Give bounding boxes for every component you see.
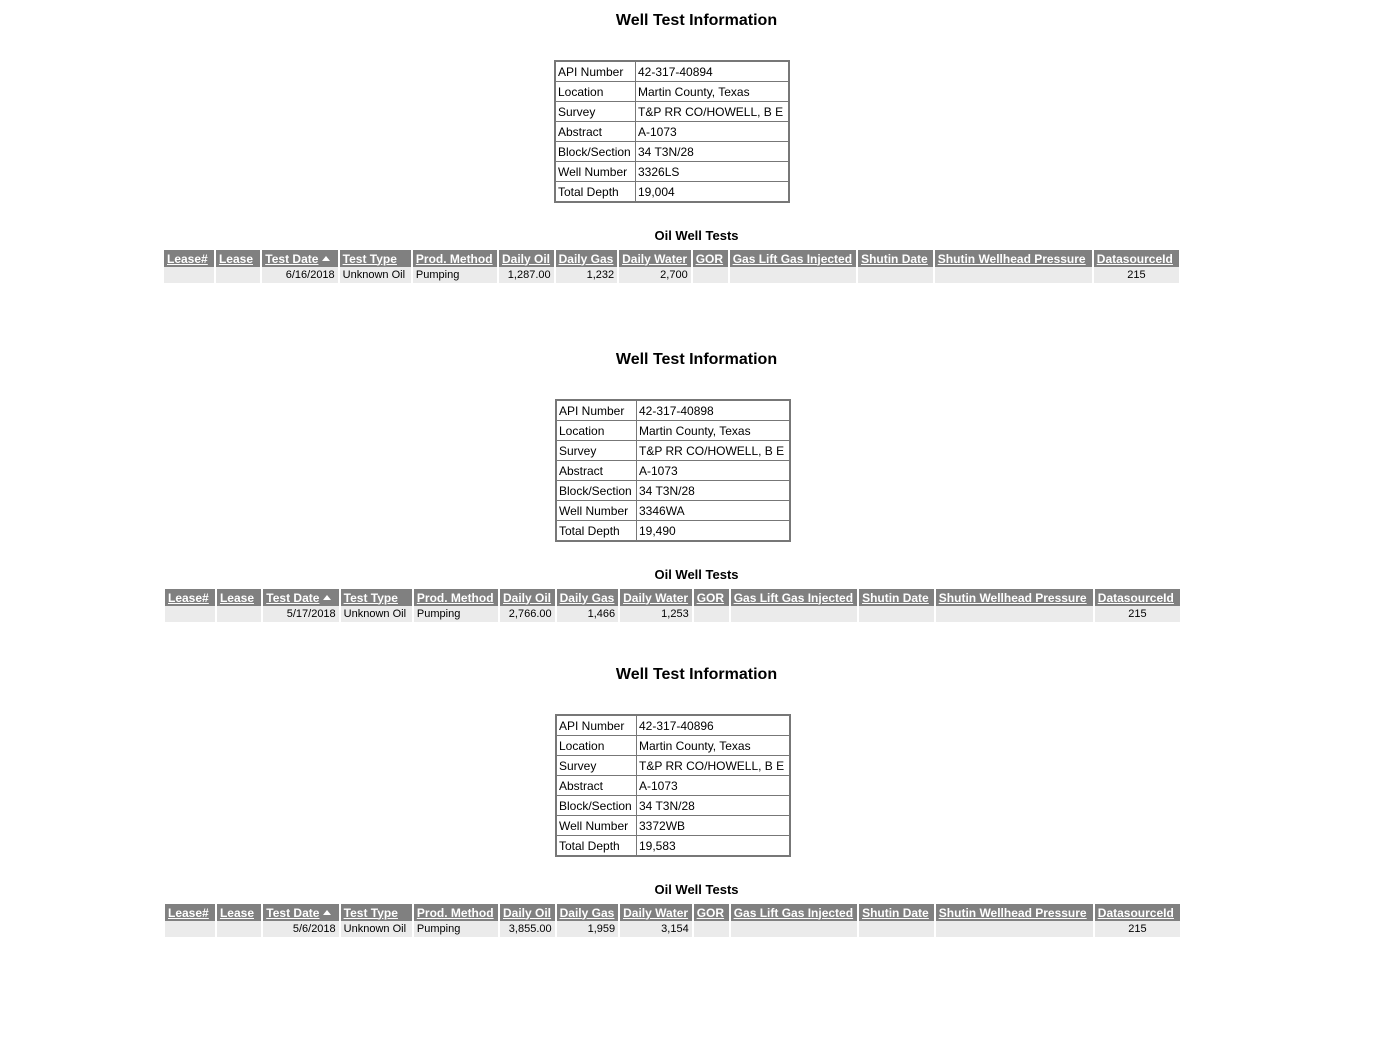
- info-row: [556, 756, 790, 776]
- info-value: 3372WB: [637, 816, 791, 836]
- column-header-gor[interactable]: [694, 589, 729, 606]
- column-header-link[interactable]: Test Date: [266, 590, 320, 605]
- column-header-link[interactable]: Gas Lift Gas Injected: [733, 905, 854, 920]
- column-header-datasource[interactable]: [1095, 589, 1180, 606]
- column-header-daily-water[interactable]: [620, 904, 692, 921]
- column-header-gor[interactable]: [694, 904, 729, 921]
- column-header-link[interactable]: Shutin Wellhead Pressure: [938, 590, 1087, 605]
- cell-lease: [217, 606, 261, 622]
- cell-daily-gas: 1,466: [557, 606, 619, 622]
- tests-header-row: [165, 904, 1180, 921]
- well-info-table: [555, 399, 791, 542]
- oil-well-tests-title: Oil Well Tests: [654, 228, 739, 243]
- column-header-gas-lift[interactable]: [730, 250, 856, 267]
- cell-gor: [693, 267, 728, 283]
- column-header-link[interactable]: Daily Gas: [558, 251, 614, 266]
- info-label: Total Depth: [555, 182, 636, 203]
- sort-ascending-icon: [323, 595, 331, 600]
- info-value: 42-317-40898: [637, 400, 791, 421]
- column-header-link[interactable]: DatasourceId: [1097, 590, 1174, 605]
- info-value: A-1073: [637, 776, 791, 796]
- column-header-lease[interactable]: [216, 250, 260, 267]
- info-value: Martin County, Texas: [636, 82, 790, 102]
- column-header-gas-lift[interactable]: [731, 904, 857, 921]
- cell-daily-oil: 1,287.00: [499, 267, 554, 283]
- column-header-shutin-pressure[interactable]: [936, 589, 1093, 606]
- info-value: 19,004: [636, 182, 790, 203]
- table-row: [165, 606, 1180, 622]
- well-test-information-title: Well Test Information: [615, 12, 778, 29]
- cell-daily-gas: 1,959: [557, 921, 619, 937]
- info-row: [555, 182, 789, 203]
- column-header-link[interactable]: GOR: [696, 590, 725, 605]
- info-row: [555, 61, 789, 82]
- column-header-datasource[interactable]: [1095, 904, 1180, 921]
- column-header-prod-method[interactable]: [414, 589, 498, 606]
- cell-shutin-pressure: [936, 606, 1093, 622]
- table-row: [165, 921, 1180, 937]
- column-header-lease-no[interactable]: [165, 904, 215, 921]
- info-value: 34 T3N/28: [637, 796, 791, 816]
- column-header-link[interactable]: Daily Gas: [559, 905, 615, 920]
- info-row: [556, 501, 790, 521]
- column-header-shutin-date[interactable]: [859, 904, 934, 921]
- info-label: Location: [556, 736, 637, 756]
- cell-lease: [216, 267, 260, 283]
- info-label: API Number: [556, 715, 637, 736]
- info-value: Martin County, Texas: [637, 421, 791, 441]
- well-info-table: [554, 60, 790, 203]
- column-header-link[interactable]: Shutin Wellhead Pressure: [938, 905, 1087, 920]
- info-value: 3326LS: [636, 162, 790, 182]
- column-header-link[interactable]: Shutin Date: [862, 905, 929, 920]
- info-value: 34 T3N/28: [637, 481, 791, 501]
- info-value: 19,490: [637, 521, 791, 542]
- column-header-gas-lift[interactable]: [731, 589, 857, 606]
- info-value: 42-317-40894: [636, 61, 790, 82]
- info-value: Martin County, Texas: [637, 736, 791, 756]
- info-row: [555, 162, 789, 182]
- column-header-link[interactable]: Shutin Wellhead Pressure: [937, 251, 1086, 266]
- info-label: Survey: [556, 756, 637, 776]
- column-header-prod-method[interactable]: [414, 904, 498, 921]
- info-value: T&P RR CO/HOWELL, B E: [637, 756, 791, 776]
- cell-lease-no: [165, 921, 215, 937]
- cell-test-date: 6/16/2018: [262, 267, 337, 283]
- column-header-daily-gas[interactable]: [556, 250, 618, 267]
- cell-gas-lift: [731, 606, 857, 622]
- cell-lease: [217, 921, 261, 937]
- column-header-link[interactable]: Test Type: [343, 905, 398, 920]
- column-header-lease-no[interactable]: [164, 250, 214, 267]
- column-header-prod-method[interactable]: [413, 250, 497, 267]
- column-header-daily-oil[interactable]: [500, 904, 555, 921]
- column-header-link[interactable]: Gas Lift Gas Injected: [732, 251, 853, 266]
- info-row: [555, 82, 789, 102]
- cell-prod-method: Pumping: [414, 921, 498, 937]
- info-label: Survey: [555, 102, 636, 122]
- sort-ascending-icon: [323, 910, 331, 915]
- well-info-body: [556, 715, 790, 856]
- info-label: API Number: [556, 400, 637, 421]
- info-row: [555, 142, 789, 162]
- info-value: T&P RR CO/HOWELL, B E: [636, 102, 790, 122]
- info-row: [556, 796, 790, 816]
- info-row: [556, 776, 790, 796]
- info-value: A-1073: [636, 122, 790, 142]
- info-label: Location: [556, 421, 637, 441]
- column-header-link[interactable]: Lease: [219, 905, 254, 920]
- column-header-lease[interactable]: [217, 589, 261, 606]
- info-label: Block/Section: [556, 481, 637, 501]
- info-row: [556, 736, 790, 756]
- cell-gas-lift: [730, 267, 856, 283]
- cell-shutin-date: [858, 267, 933, 283]
- column-header-daily-oil[interactable]: [499, 250, 554, 267]
- info-label: Abstract: [556, 776, 637, 796]
- column-header-gor[interactable]: [693, 250, 728, 267]
- info-label: Block/Section: [556, 796, 637, 816]
- well-info-table: [555, 714, 791, 857]
- info-label: Abstract: [555, 122, 636, 142]
- cell-shutin-date: [859, 921, 934, 937]
- column-header-link[interactable]: Shutin Date: [861, 251, 928, 266]
- column-header-shutin-pressure[interactable]: [936, 904, 1093, 921]
- column-header-link[interactable]: DatasourceId: [1097, 905, 1174, 920]
- cell-test-type: Unknown Oil: [341, 606, 412, 622]
- column-header-test-type[interactable]: [340, 250, 411, 267]
- cell-prod-method: Pumping: [414, 606, 498, 622]
- oil-well-tests-table: [163, 904, 1182, 937]
- info-row: [555, 122, 789, 142]
- table-row: [164, 267, 1179, 283]
- info-row: [556, 441, 790, 461]
- column-header-link[interactable]: Prod. Method: [415, 251, 493, 266]
- cell-shutin-date: [859, 606, 934, 622]
- info-value: 42-317-40896: [637, 715, 791, 736]
- column-header-link[interactable]: GOR: [695, 251, 724, 266]
- tests-header-row: [165, 589, 1180, 606]
- column-header-link[interactable]: Daily Oil: [503, 905, 552, 920]
- cell-lease-no: [164, 267, 214, 283]
- cell-daily-water: 1,253: [620, 606, 692, 622]
- cell-datasource: 215: [1095, 921, 1180, 937]
- column-header-link[interactable]: Daily Water: [623, 590, 689, 605]
- column-header-test-type[interactable]: [341, 904, 412, 921]
- column-header-daily-gas[interactable]: [557, 904, 619, 921]
- well-info-body: [555, 61, 789, 202]
- info-label: Abstract: [556, 461, 637, 481]
- info-value: 3346WA: [637, 501, 791, 521]
- column-header-link[interactable]: Test Date: [266, 905, 320, 920]
- cell-gas-lift: [731, 921, 857, 937]
- info-value: A-1073: [637, 461, 791, 481]
- info-value: 19,583: [637, 836, 791, 857]
- column-header-link[interactable]: Daily Water: [622, 251, 688, 266]
- cell-gor: [694, 606, 729, 622]
- cell-daily-gas: 1,232: [556, 267, 618, 283]
- cell-datasource: 215: [1095, 606, 1180, 622]
- column-header-shutin-date[interactable]: [858, 250, 933, 267]
- column-header-link[interactable]: Daily Gas: [559, 590, 615, 605]
- cell-daily-oil: 2,766.00: [500, 606, 555, 622]
- info-label: Location: [555, 82, 636, 102]
- cell-gor: [694, 921, 729, 937]
- column-header-link[interactable]: DatasourceId: [1096, 251, 1173, 266]
- tests-header-row: [164, 250, 1179, 267]
- info-value: 34 T3N/28: [636, 142, 790, 162]
- well-test-information-title: Well Test Information: [615, 351, 778, 368]
- oil-well-tests-table: [163, 589, 1182, 622]
- column-header-link[interactable]: Daily Water: [623, 905, 689, 920]
- column-header-link[interactable]: Gas Lift Gas Injected: [733, 590, 854, 605]
- info-row: [556, 836, 790, 857]
- column-header-link[interactable]: Shutin Date: [862, 590, 929, 605]
- column-header-link[interactable]: Lease: [218, 251, 253, 266]
- info-value: T&P RR CO/HOWELL, B E: [637, 441, 791, 461]
- column-header-test-date[interactable]: [263, 589, 338, 606]
- oil-well-tests-title: Oil Well Tests: [654, 882, 739, 897]
- info-label: Total Depth: [556, 836, 637, 857]
- info-row: [556, 421, 790, 441]
- column-header-daily-gas[interactable]: [557, 589, 619, 606]
- column-header-link[interactable]: Daily Oil: [502, 251, 551, 266]
- cell-shutin-pressure: [935, 267, 1092, 283]
- column-header-daily-oil[interactable]: [500, 589, 555, 606]
- info-row: [556, 400, 790, 421]
- cell-prod-method: Pumping: [413, 267, 497, 283]
- column-header-link[interactable]: Test Type: [342, 251, 397, 266]
- column-header-link[interactable]: Lease: [219, 590, 254, 605]
- cell-lease-no: [165, 606, 215, 622]
- column-header-shutin-date[interactable]: [859, 589, 934, 606]
- info-row: [556, 816, 790, 836]
- column-header-link[interactable]: Daily Oil: [503, 590, 552, 605]
- oil-well-tests-title: Oil Well Tests: [654, 567, 739, 582]
- column-header-datasource[interactable]: [1094, 250, 1179, 267]
- cell-test-type: Unknown Oil: [340, 267, 411, 283]
- info-row: [556, 715, 790, 736]
- cell-test-date: 5/17/2018: [263, 606, 338, 622]
- column-header-link[interactable]: Prod. Method: [416, 590, 494, 605]
- info-label: Total Depth: [556, 521, 637, 542]
- column-header-daily-water[interactable]: [620, 589, 692, 606]
- column-header-link[interactable]: Lease#: [168, 590, 209, 605]
- info-label: Well Number: [556, 501, 637, 521]
- cell-daily-oil: 3,855.00: [500, 921, 555, 937]
- cell-daily-water: 2,700: [619, 267, 691, 283]
- column-header-link[interactable]: Lease#: [168, 905, 209, 920]
- cell-shutin-pressure: [936, 921, 1093, 937]
- info-label: Well Number: [555, 162, 636, 182]
- info-label: API Number: [555, 61, 636, 82]
- well-test-information-title: Well Test Information: [615, 666, 778, 683]
- column-header-test-date[interactable]: [263, 904, 338, 921]
- column-header-lease[interactable]: [217, 904, 261, 921]
- cell-test-type: Unknown Oil: [341, 921, 412, 937]
- sort-ascending-icon: [322, 256, 330, 261]
- column-header-link[interactable]: Test Type: [343, 590, 398, 605]
- cell-datasource: 215: [1094, 267, 1179, 283]
- info-label: Well Number: [556, 816, 637, 836]
- info-row: [556, 481, 790, 501]
- info-row: [555, 102, 789, 122]
- oil-well-tests-table: [162, 250, 1181, 283]
- column-header-lease-no[interactable]: [165, 589, 215, 606]
- info-row: [556, 521, 790, 542]
- column-header-shutin-pressure[interactable]: [935, 250, 1092, 267]
- column-header-test-type[interactable]: [341, 589, 412, 606]
- well-info-body: [556, 400, 790, 541]
- info-label: Block/Section: [555, 142, 636, 162]
- column-header-link[interactable]: Prod. Method: [416, 905, 494, 920]
- cell-daily-water: 3,154: [620, 921, 692, 937]
- info-row: [556, 461, 790, 481]
- column-header-test-date[interactable]: [262, 250, 337, 267]
- column-header-link[interactable]: GOR: [696, 905, 725, 920]
- cell-test-date: 5/6/2018: [263, 921, 338, 937]
- column-header-link[interactable]: Test Date: [265, 251, 319, 266]
- column-header-daily-water[interactable]: [619, 250, 691, 267]
- column-header-link[interactable]: Lease#: [167, 251, 208, 266]
- info-label: Survey: [556, 441, 637, 461]
